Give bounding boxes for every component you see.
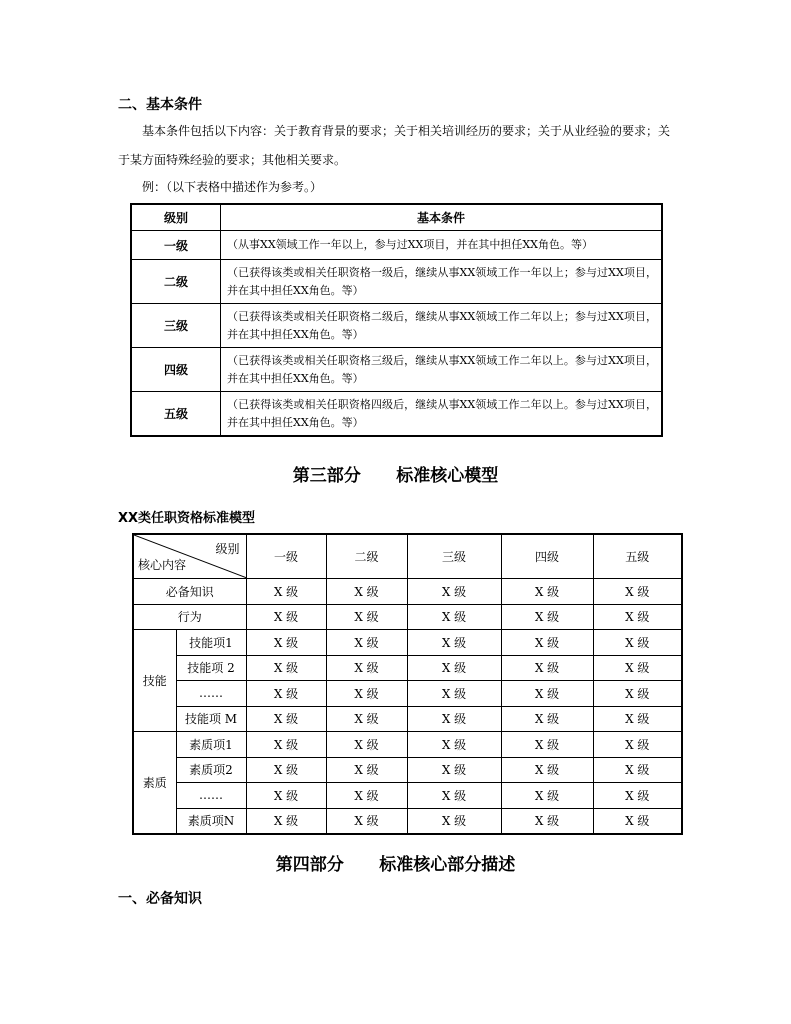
- table-row: [133, 732, 682, 758]
- grade-cell: X 级: [407, 783, 501, 809]
- grade-cell: X 级: [407, 630, 501, 656]
- level-header: 三级: [407, 534, 501, 579]
- condition-cell: （已获得该类或相关任职资格二级后，继续从事XX领域工作二年以上；参与过XX项目，并在其中担任XX角色。等）: [221, 304, 663, 348]
- table-row: [131, 392, 662, 437]
- level-header: 五级: [593, 534, 682, 579]
- table-row: [133, 630, 682, 656]
- table-row: [133, 757, 682, 783]
- table-row: [133, 655, 682, 681]
- grade-cell: X 级: [407, 757, 501, 783]
- model-table: [132, 533, 683, 835]
- condition-cell: （已获得该类或相关任职资格四级后，继续从事XX领域工作二年以上。参与过XX项目，并在其中担任XX角色。等）: [221, 392, 663, 437]
- grade-cell: X 级: [326, 706, 407, 732]
- behavior-label: 行为: [133, 604, 246, 630]
- corner-core-label: 核心内容: [138, 558, 187, 572]
- grade-cell: X 级: [501, 706, 593, 732]
- grade-cell: X 级: [326, 808, 407, 834]
- level-cell: 五级: [131, 392, 221, 437]
- grade-cell: X 级: [407, 655, 501, 681]
- quality-item: ……: [176, 783, 246, 809]
- grade-cell: X 级: [501, 604, 593, 630]
- table-row: [131, 260, 662, 304]
- grade-cell: X 级: [593, 732, 682, 758]
- grade-cell: X 级: [593, 808, 682, 834]
- skill-item: 技能项 2: [176, 655, 246, 681]
- grade-cell: X 级: [246, 808, 326, 834]
- grade-cell: X 级: [326, 655, 407, 681]
- table-row: [131, 348, 662, 392]
- grade-cell: X 级: [407, 604, 501, 630]
- grade-cell: X 级: [501, 808, 593, 834]
- grade-cell: X 级: [501, 757, 593, 783]
- grade-cell: X 级: [501, 681, 593, 707]
- grade-cell: X 级: [246, 706, 326, 732]
- grade-cell: X 级: [593, 706, 682, 732]
- table-row: [133, 604, 682, 630]
- level-header: 一级: [246, 534, 326, 579]
- table-row: [133, 681, 682, 707]
- skill-item: 技能项1: [176, 630, 246, 656]
- table-row: [131, 231, 662, 260]
- grade-cell: X 级: [501, 655, 593, 681]
- basic-conditions-paragraph: 基本条件包括以下内容：关于教育背景的要求；关于相关培训经历的要求；关于从业经验的要求；关于某方面特殊经验的要求；其他相关要求。: [118, 124, 671, 167]
- condition-cell: （已获得该类或相关任职资格一级后，继续从事XX领域工作一年以上；参与过XX项目，并在其中担任XX角色。等）: [221, 260, 663, 304]
- header-basic-conditions: 基本条件: [221, 204, 663, 231]
- grade-cell: X 级: [407, 706, 501, 732]
- model-table-title: XX类任职资格标准模型: [118, 511, 256, 526]
- grade-cell: X 级: [326, 630, 407, 656]
- grade-cell: X 级: [246, 681, 326, 707]
- quality-group-label: 素质: [133, 732, 176, 835]
- table-row: [133, 808, 682, 834]
- grade-cell: X 级: [501, 732, 593, 758]
- grade-cell: X 级: [501, 630, 593, 656]
- grade-cell: X 级: [326, 783, 407, 809]
- grade-cell: X 级: [246, 579, 326, 605]
- grade-cell: X 级: [326, 732, 407, 758]
- grade-cell: X 级: [326, 681, 407, 707]
- example-note: 例：（以下表格中描述作为参考。）: [142, 180, 323, 194]
- section-title-knowledge: 一、必备知识: [118, 891, 202, 907]
- basic-conditions-table: [130, 203, 663, 437]
- table-row: [133, 783, 682, 809]
- diagonal-header-cell: [133, 534, 246, 579]
- grade-cell: X 级: [246, 604, 326, 630]
- grade-cell: X 级: [593, 579, 682, 605]
- grade-cell: X 级: [246, 783, 326, 809]
- condition-cell: （已获得该类或相关任职资格三级后，继续从事XX领域工作二年以上。参与过XX项目，并在其中担任XX角色。等）: [221, 348, 663, 392]
- grade-cell: X 级: [407, 681, 501, 707]
- level-header: 四级: [501, 534, 593, 579]
- table-row: [133, 579, 682, 605]
- skill-item: 技能项 M: [176, 706, 246, 732]
- level-cell: 四级: [131, 348, 221, 392]
- level-cell: 一级: [131, 231, 221, 260]
- skill-item: ……: [176, 681, 246, 707]
- grade-cell: X 级: [407, 579, 501, 605]
- corner-level-label: 级别: [215, 542, 240, 556]
- grade-cell: X 级: [326, 757, 407, 783]
- grade-cell: X 级: [593, 757, 682, 783]
- header-level: 级别: [131, 204, 221, 231]
- part3-heading: 第三部分 标准核心模型: [292, 466, 499, 486]
- grade-cell: X 级: [593, 630, 682, 656]
- grade-cell: X 级: [501, 783, 593, 809]
- grade-cell: X 级: [326, 579, 407, 605]
- table-row: [131, 304, 662, 348]
- level-header: 二级: [326, 534, 407, 579]
- knowledge-label: 必备知识: [133, 579, 246, 605]
- skill-group-label: 技能: [133, 630, 176, 732]
- quality-item: 素质项2: [176, 757, 246, 783]
- grade-cell: X 级: [501, 579, 593, 605]
- grade-cell: X 级: [246, 655, 326, 681]
- grade-cell: X 级: [326, 604, 407, 630]
- quality-item: 素质项1: [176, 732, 246, 758]
- condition-cell: （从事XX领域工作一年以上，参与过XX项目，并在其中担任XX角色。等）: [221, 231, 663, 260]
- grade-cell: X 级: [593, 655, 682, 681]
- grade-cell: X 级: [593, 604, 682, 630]
- grade-cell: X 级: [246, 757, 326, 783]
- grade-cell: X 级: [246, 630, 326, 656]
- level-cell: 三级: [131, 304, 221, 348]
- grade-cell: X 级: [593, 681, 682, 707]
- table-row: [133, 706, 682, 732]
- part4-heading: 第四部分 标准核心部分描述: [275, 855, 516, 875]
- level-cell: 二级: [131, 260, 221, 304]
- grade-cell: X 级: [593, 783, 682, 809]
- grade-cell: X 级: [407, 732, 501, 758]
- grade-cell: X 级: [246, 732, 326, 758]
- quality-item: 素质项N: [176, 808, 246, 834]
- grade-cell: X 级: [407, 808, 501, 834]
- section-title-basic-conditions: 二、基本条件: [118, 97, 202, 113]
